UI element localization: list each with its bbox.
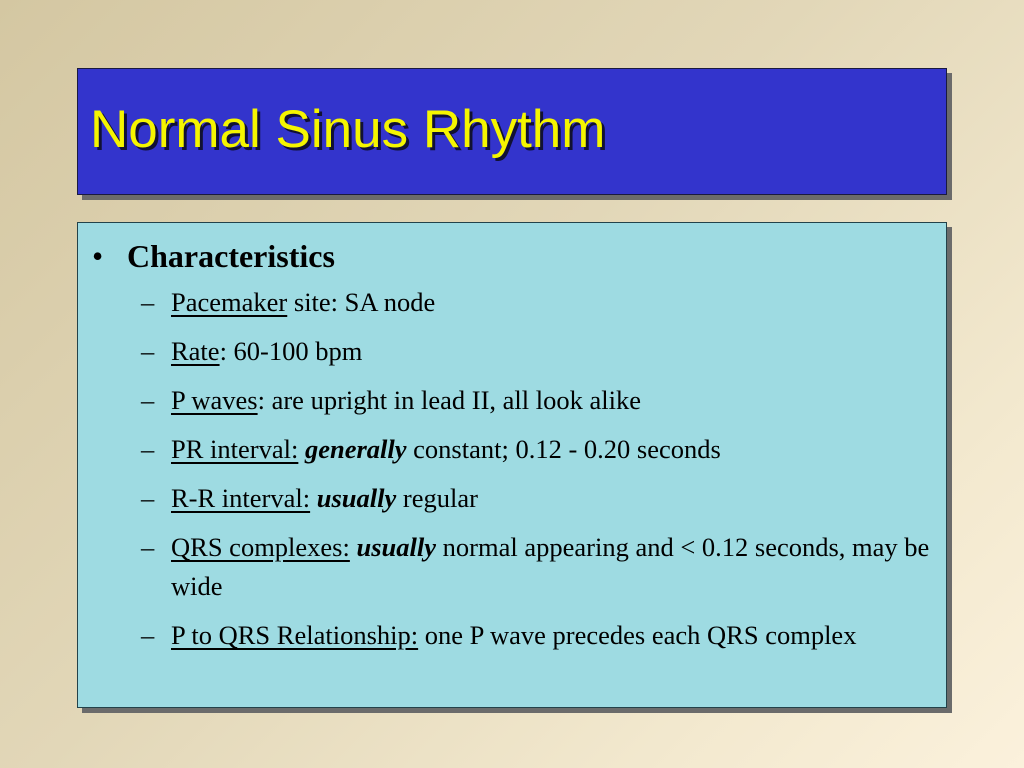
dash-icon: –: [141, 385, 155, 415]
item-label: PR interval:: [171, 434, 299, 464]
sub-item-pacemaker: [78, 283, 946, 322]
item-text: regular: [396, 483, 478, 513]
bullet-characteristics: [78, 237, 946, 275]
item-emphasis: usually: [316, 483, 397, 513]
dash-icon: –: [141, 532, 155, 562]
item-text: normal appearing and < 0.12 seconds, may be wide: [171, 532, 930, 601]
sub-item-pr-interval: [78, 430, 946, 469]
slide-title: Normal Sinus Rhythm: [90, 100, 606, 159]
dash-icon: –: [141, 287, 155, 317]
dash-icon: –: [141, 336, 155, 366]
sub-item-rate: [78, 332, 946, 371]
dash-icon: –: [141, 483, 155, 513]
item-label: R-R interval:: [171, 483, 311, 513]
content-list: [78, 237, 946, 665]
dash-icon: –: [141, 434, 155, 464]
item-emphasis: usually: [356, 532, 437, 562]
content-box: [77, 222, 947, 708]
item-label: P to QRS Relationship:: [171, 620, 419, 650]
dash-icon: –: [141, 620, 155, 650]
characteristics-list: [78, 283, 946, 655]
item-text: : are upright in lead II, all look alike: [257, 385, 641, 415]
item-label: Pacemaker: [171, 287, 288, 317]
item-label: QRS complexes:: [171, 532, 350, 562]
item-emphasis: generally: [304, 434, 407, 464]
sub-item-p-waves: [78, 381, 946, 420]
bullet-heading: Characteristics: [127, 238, 335, 274]
title-box: [77, 68, 947, 195]
item-text: one P wave precedes each QRS complex: [418, 620, 857, 650]
sub-item-qrs-complexes: [78, 528, 946, 606]
sub-item-p-to-qrs: [78, 616, 946, 655]
sub-item-rr-interval: [78, 479, 946, 518]
bullet-icon: •: [92, 238, 104, 274]
item-text: site: SA node: [287, 287, 436, 317]
item-label: P waves: [171, 385, 258, 415]
item-text: constant; 0.12 - 0.20 seconds: [406, 434, 721, 464]
item-label: Rate: [171, 336, 220, 366]
item-text: : 60-100 bpm: [219, 336, 363, 366]
